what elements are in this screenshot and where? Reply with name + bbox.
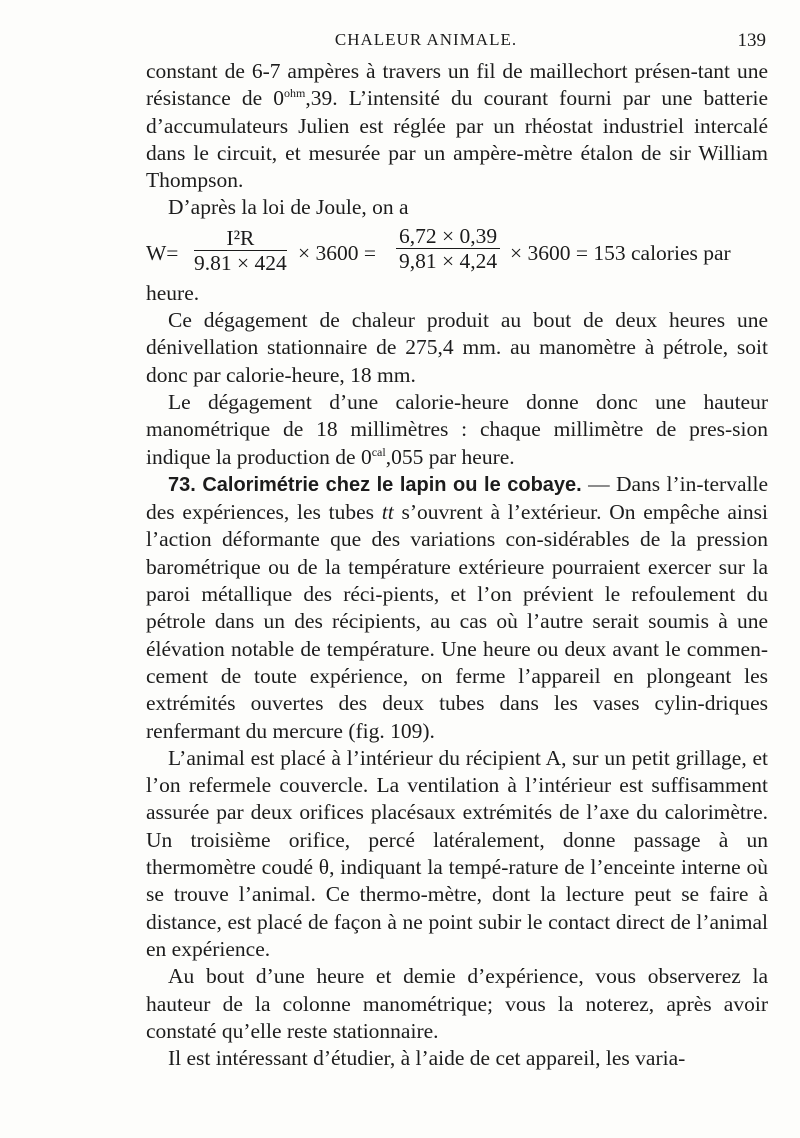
text-run: — Dans l’in-tervalle des expériences, les tubes [146, 471, 768, 525]
paragraph-calorie-heure [146, 389, 768, 471]
running-head [146, 24, 766, 54]
formula-fraction-1 [194, 226, 287, 275]
formula-result: × 3600 = 153 calories par [510, 240, 731, 265]
paragraph-observation: Au bout d’une heure et demie d’expérience, vous observerez la hauteur de la colonne manométrique; vous la noterez, après avoir constaté qu’elle reste stationnaire. [146, 964, 768, 1043]
formula-fraction-2 [396, 224, 500, 273]
text-run: s’ouvrent à l’extérieur. On empêche ainsi l’action déformante que des variations con-sidérables de la pression barométrique ou de la température extérieure pourraient exercer sur la paroi métallique des réci-pients, et l’on prévient le refoulement du pétrole dans un des récipients, au cas où l’autre serait soumis à une élévation notable de température. Une heure ou deux avant le commen-cement de toute expérience, on ferme l’appareil en plongeant les extrémités ouvertes des deux tubes dans les vases cylin-driques renfermant du mercure (fig. 109). [146, 500, 768, 743]
formula-lhs: W= [146, 240, 179, 265]
formula-continuation: heure. [146, 280, 200, 305]
formula-middle: × 3600 = [298, 240, 377, 265]
paragraph-denivellation: Ce dégagement de chaleur produit au bout de deux heures une dénivellation stationnaire de 275,4 mm. au manomètre à pétrole, soit donc par calorie-heure, 18 mm. [146, 308, 768, 387]
paragraph-section-73 [146, 471, 768, 745]
text-run: ,055 par heure. [385, 444, 515, 469]
fraction-2-numerator: 6,72 × 0,39 [396, 224, 500, 249]
text-run: Le dégagement d’une calorie-heure donne donc une hauteur manométrique de 18 millimètres : chaque millimètre de pres-sion indique la production de 0 [146, 389, 768, 469]
page-number: 139 [737, 30, 766, 51]
text-run: constant de 6-7 ampères à travers un fil de maillechort présen-tant une résistance de 0 [146, 59, 768, 111]
running-title: CHALEUR ANIMALE. [334, 30, 518, 49]
body-text [146, 58, 768, 1072]
paragraph-animal-placement: L’animal est placé à l’intérieur du récipient A, sur un petit grillage, et l’on refermele couvercle. La ventilation à l’intérieur est suffisamment assurée par deux orifices placésaux extrémités de l’axe du calorimètre. Un troisième orifice, percé latéralement, donne passage à un thermomètre coudé θ, indiquant la tempé-rature de l’enceinte interne où se trouve l’animal. Ce thermo-mètre, dont la lecture peut se faire à distance, est placé de façon à ne point subir le contact direct de l’animal en expérience. [146, 745, 768, 961]
section-title: 73. Calorimétrie chez le lapin ou le cobaye. [168, 473, 582, 496]
joule-formula [146, 224, 768, 280]
fraction-2-denominator: 9,81 × 4,24 [399, 248, 498, 273]
paragraph-final: Il est intéressant d’étudier, à l’aide de cet appareil, les varia- [168, 1046, 686, 1071]
paragraph-current-measure [146, 58, 768, 194]
unit-superscript-cal: cal [371, 444, 386, 459]
text-run: ,39. L’intensité du courant fourni par une batterie d’accumulateurs Julien est réglée par un rhéostat industriel intercalé dans le circuit, et mesurée par un ampère-mètre étalon de sir William Thompson. [146, 86, 768, 193]
italic-term: tt [381, 500, 394, 525]
paragraph-joule-intro: D’après la loi de Joule, on a [168, 195, 409, 220]
fraction-1-denominator: 9.81 × 424 [194, 250, 287, 275]
fraction-1-numerator: I²R [194, 226, 287, 251]
unit-superscript-ohm: ohm [284, 86, 306, 101]
